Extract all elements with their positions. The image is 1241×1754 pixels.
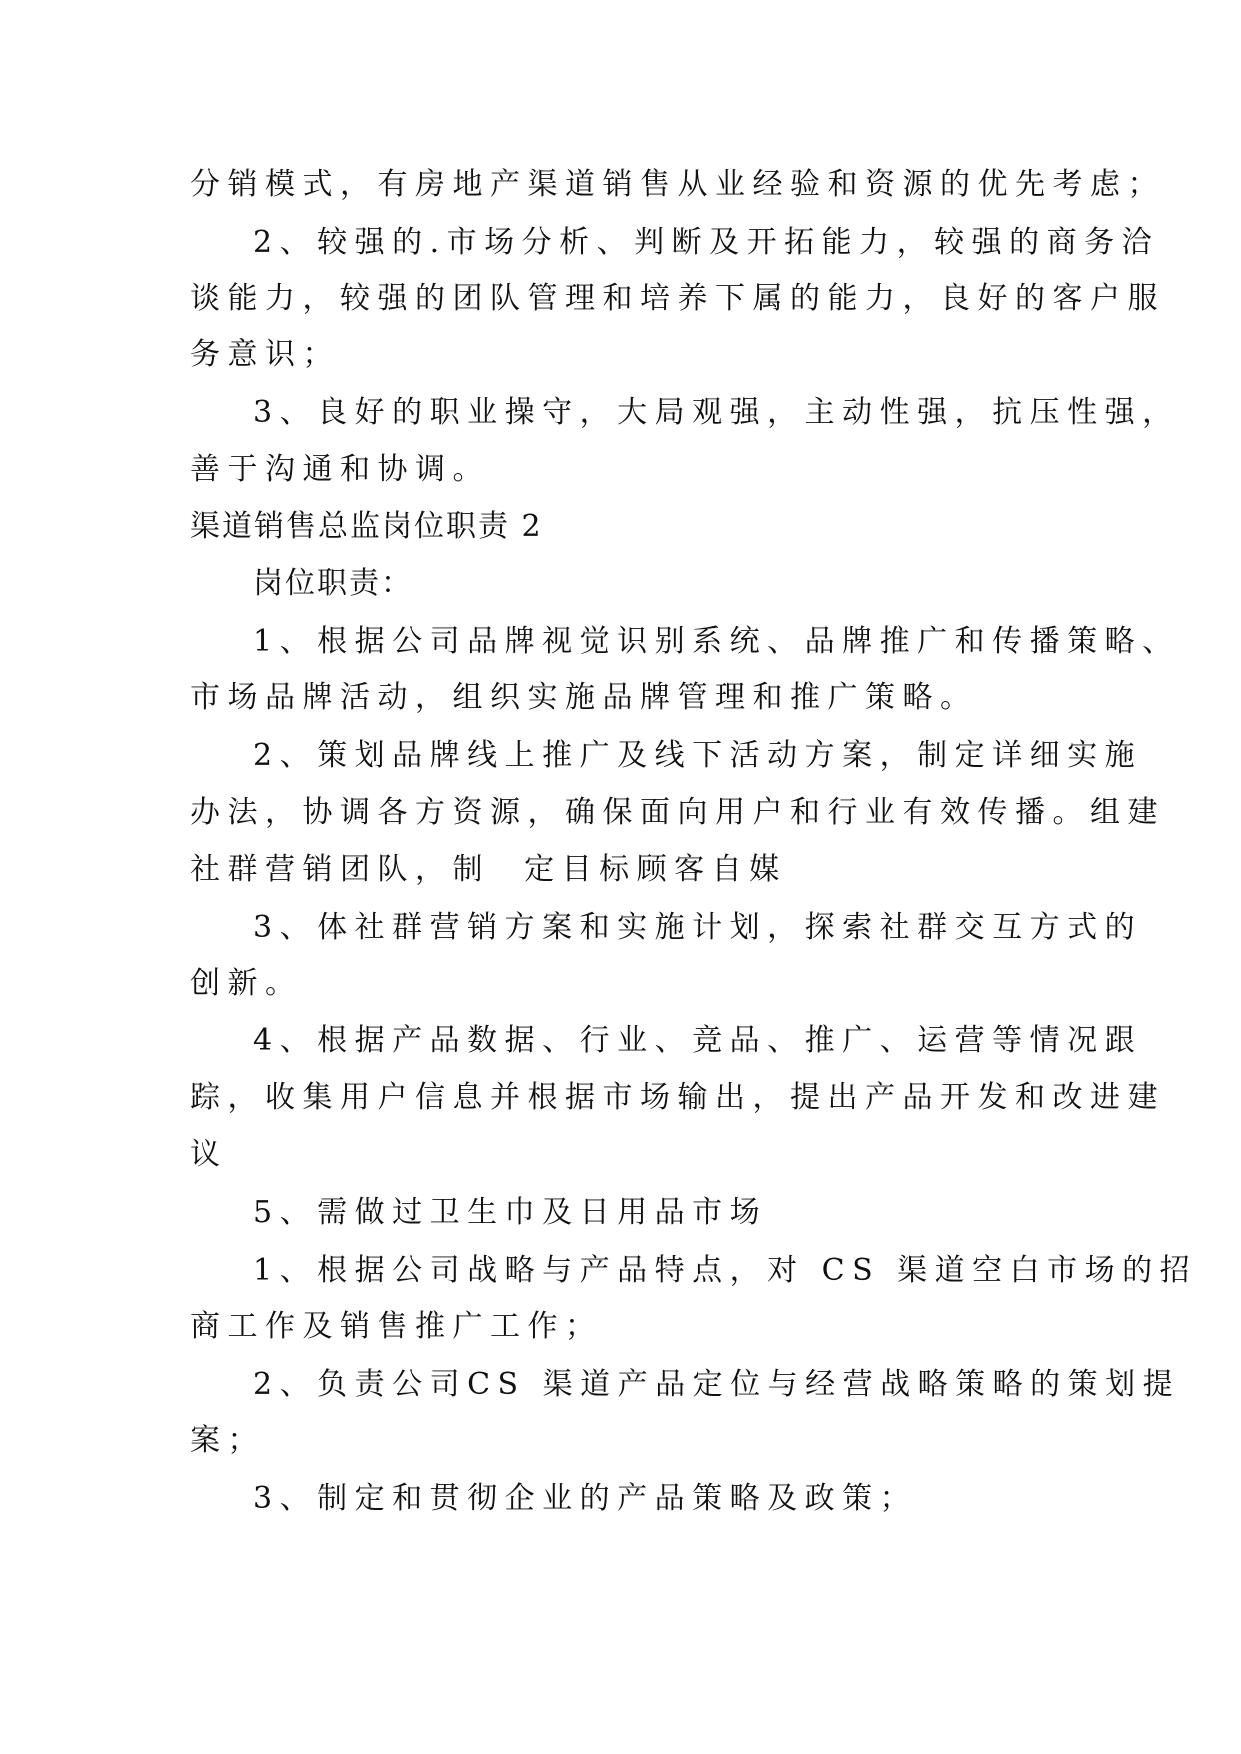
body-text-line: 2、较强的.市场分析、判断及开拓能力，较强的商务洽	[253, 225, 1160, 260]
body-text-line: 3、良好的职业操守，大局观强，主动性强，抗压性强，	[253, 395, 1180, 430]
body-text-line: 分销模式，有房地产渠道销售从业经验和资源的优先考虑；	[190, 167, 1165, 202]
body-text-line: 踪，收集用户信息并根据市场输出，提出产品开发和改进建	[190, 1080, 1165, 1115]
body-text-line: 务意识；	[190, 337, 340, 372]
body-text-line: 办法，协调各方资源，确保面向用户和行业有效传播。组建	[190, 795, 1165, 830]
body-text-line: 3、体社群营销方案和实施计划，探索社群交互方式的	[253, 910, 1143, 945]
body-text-line: 1、根据公司品牌视觉识别系统、品牌推广和传播策略、	[253, 624, 1180, 659]
body-text-line: 案；	[190, 1423, 265, 1458]
body-text-line: 议	[190, 1137, 228, 1172]
body-text-line: 市场品牌活动，组织实施品牌管理和推广策略。	[190, 680, 978, 715]
section-heading: 渠道销售总监岗位职责 2	[190, 509, 543, 544]
body-text-line: 商工作及销售推广工作；	[190, 1309, 603, 1344]
body-text-line: 2、策划品牌线上推广及线下活动方案，制定详细实施	[253, 738, 1143, 773]
body-text-line: 3、制定和贯彻企业的产品策略及政策；	[253, 1481, 918, 1516]
body-text-line: 4、根据产品数据、行业、竞品、推广、运营等情况跟	[253, 1023, 1143, 1058]
body-text-line: 创新。	[190, 966, 303, 1001]
body-text-line: 社群营销团队，制 定目标顾客自媒	[190, 852, 787, 887]
body-text-line: 善于沟通和协调。	[190, 452, 490, 487]
body-text-line: 1、根据公司战略与产品特点，对 CS 渠道空白市场的招	[253, 1253, 1198, 1288]
subheading: 岗位职责：	[253, 566, 413, 601]
body-text-line: 5、需做过卫生巾及日用品市场	[253, 1195, 768, 1230]
body-text-line: 谈能力，较强的团队管理和培养下属的能力，良好的客户服	[190, 281, 1165, 316]
body-text-line: 2、负责公司CS 渠道产品定位与经营战略策略的策划提	[253, 1367, 1181, 1402]
